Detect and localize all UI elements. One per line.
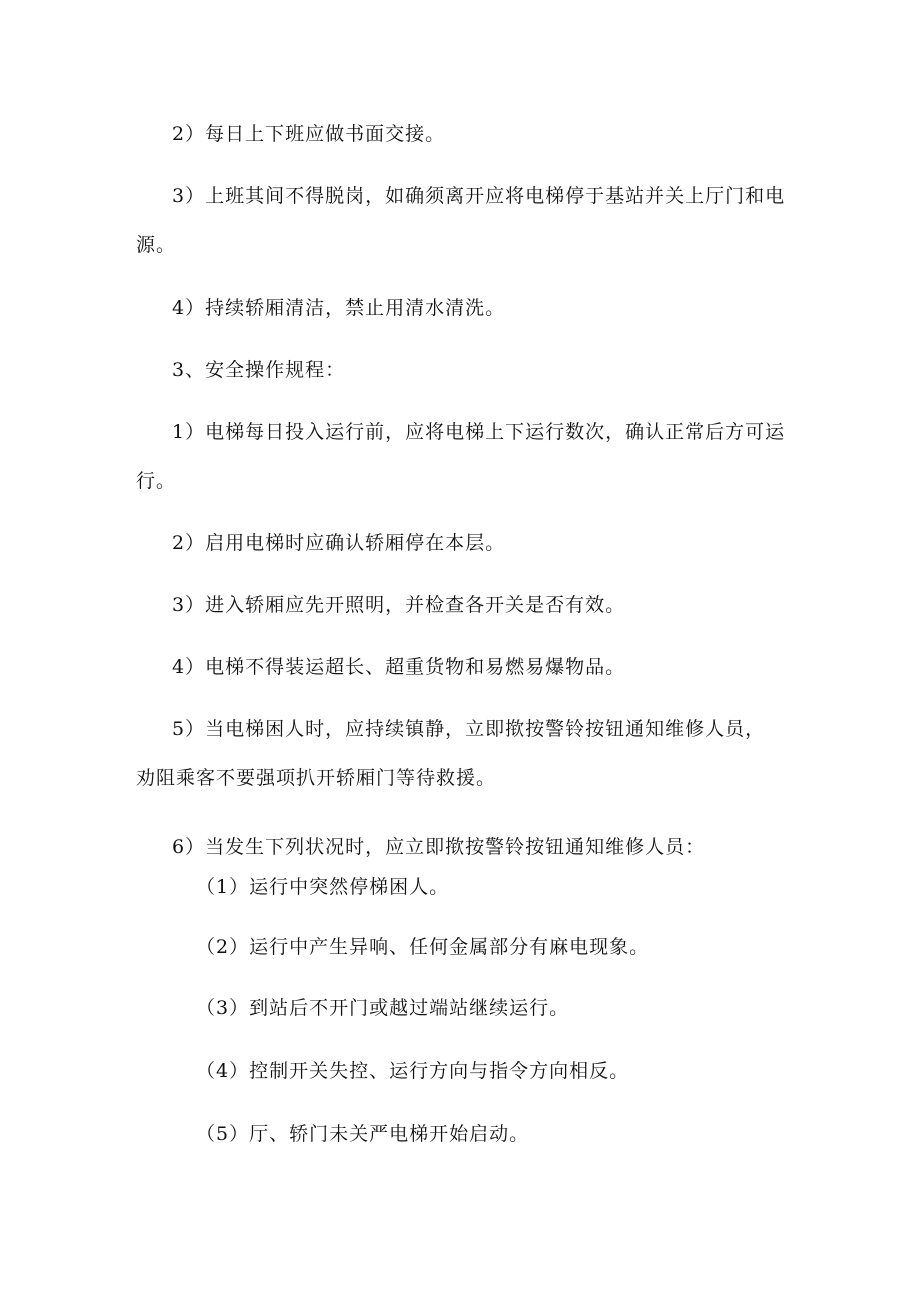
- paragraph-line: 3）上班其间不得脱岗，如确须离开应将电梯停于基站并关上厅门和电: [172, 185, 786, 207]
- paragraph-line: 6）当发生下列状况时，应立即揿按警铃按钮通知维修人员：: [172, 836, 706, 858]
- paragraph-line: 4）持续轿厢清洁，禁止用清水清洗。: [172, 297, 506, 319]
- paragraph-line: 源。: [136, 234, 177, 256]
- list-item: （2）运行中产生异响、任何金属部分有麻电现象。: [196, 936, 650, 958]
- list-item: （4）控制开关失控、运行方向与指令方向相反。: [196, 1060, 630, 1082]
- paragraph-line: 4）电梯不得装运超长、超重货物和易燃易爆物品。: [172, 656, 626, 678]
- list-item: （1）运行中突然停梯困人。: [196, 876, 450, 898]
- paragraph-line: 2）启用电梯时应确认轿厢停在本层。: [172, 532, 506, 554]
- paragraph-line: 5）当电梯困人时，应持续镇静，立即揿按警铃按钮通知维修人员，: [172, 718, 766, 740]
- section-heading: 3、安全操作规程：: [172, 359, 346, 381]
- paragraph-line: 3）进入轿厢应先开照明，并检查各开关是否有效。: [172, 594, 626, 616]
- list-item: （3）到站后不开门或越过端站继续运行。: [196, 997, 570, 1019]
- paragraph-line: 1）电梯每日投入运行前，应将电梯上下运行数次，确认正常后方可运: [172, 421, 786, 443]
- list-item: （5）厅、轿门未关严电梯开始启动。: [196, 1123, 530, 1145]
- paragraph-line: 劝阻乘客不要强项扒开轿厢门等待救援。: [136, 767, 497, 789]
- paragraph-line: 2）每日上下班应做书面交接。: [172, 123, 446, 145]
- paragraph-line: 行。: [136, 470, 177, 492]
